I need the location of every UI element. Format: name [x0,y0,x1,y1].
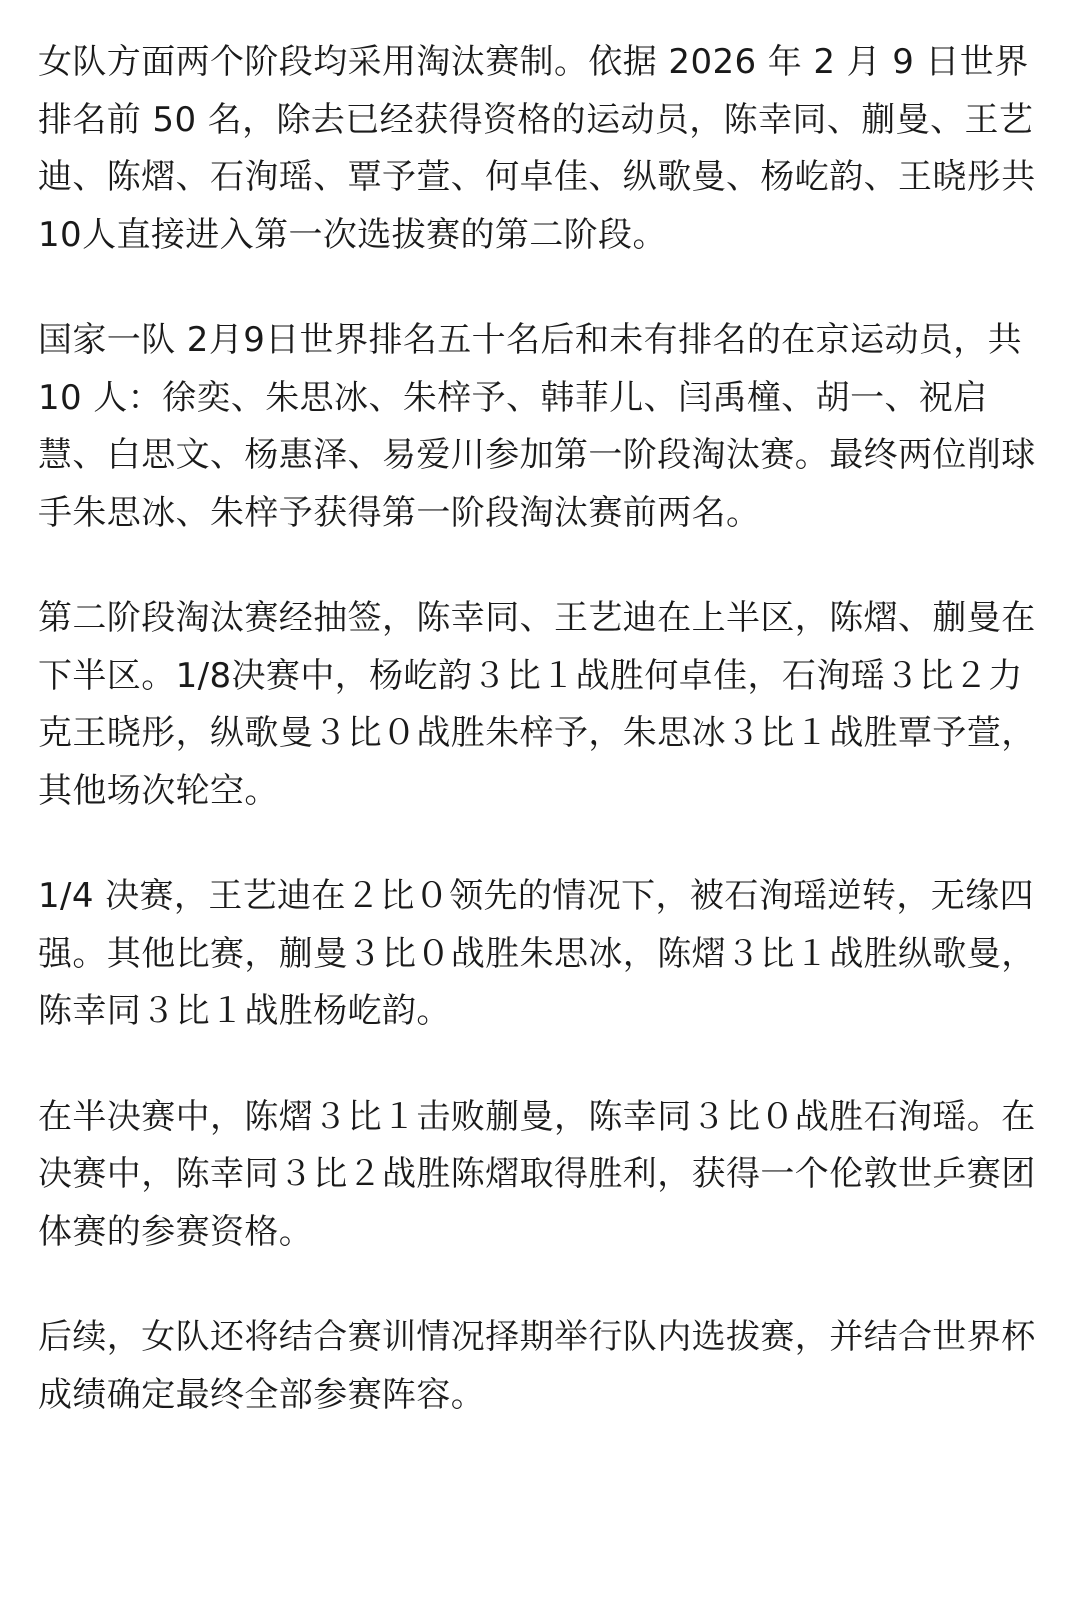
article-body [38,34,1042,1424]
paragraph-quarterfinals: 1/4 决赛，王艺迪在２比０领先的情况下，被石洵瑶逆转，无缘四强。其他比赛，蒯曼３比０战胜朱思冰，陈熠３比１战胜纵歌曼，陈幸同３比１战胜杨屹韵。 [38,876,1036,1031]
paragraph-follow-up: 后续，女队还将结合赛训情况择期举行队内选拔赛，并结合世界杯成绩确定最终全部参赛阵容。 [38,1317,1036,1415]
paragraph-first-stage: 国家一队 2月9日世界排名五十名后和未有排名的在京运动员，共 10 人：徐奕、朱思冰、朱梓予、韩菲儿、闫禹橦、胡一、祝启慧、白思文、杨惠泽、易爱川参加第一阶段淘汰赛。最终两位削球手朱思冰、朱梓予获得第一阶段淘汰赛前两名。 [38,320,1036,533]
paragraph-qualification: 女队方面两个阶段均采用淘汰赛制。依据 2026 年 2 月 9 日世界排名前 50 名，除去已经获得资格的运动员，陈幸同、蒯曼、王艺迪、陈熠、石洵瑶、覃予萱、何卓佳、纵歌曼、杨屹韵、王晓彤共10人直接进入第一次选拔赛的第二阶段。 [38,42,1036,255]
paragraph-semifinals-final: 在半决赛中，陈熠３比１击败蒯曼，陈幸同３比０战胜石洵瑶。在决赛中，陈幸同３比２战胜陈熠取得胜利，获得一个伦敦世乒赛团体赛的参赛资格。 [38,1096,1036,1252]
paragraph-second-stage-draw: 第二阶段淘汰赛经抽签，陈幸同、王艺迪在上半区，陈熠、蒯曼在下半区。1/8决赛中，杨屹韵３比１战胜何卓佳，石洵瑶３比２力克王晓彤，纵歌曼３比０战胜朱梓予，朱思冰３比１战胜覃予萱，其他场次轮空。 [38,598,1036,811]
